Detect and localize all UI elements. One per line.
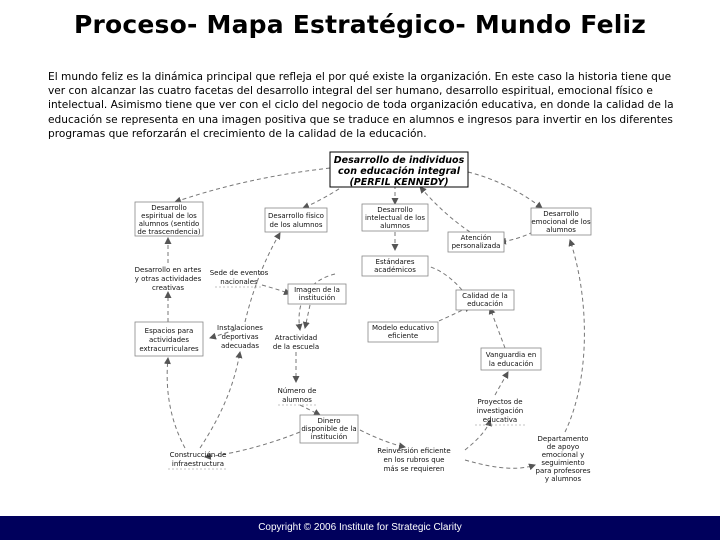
- node-dinero: [300, 415, 358, 443]
- node-departamento-line-3: emocional y: [541, 451, 585, 459]
- node-emocional-line-2: emocional de los: [531, 218, 591, 226]
- node-fisico: [265, 208, 327, 232]
- arrow-dinero-reinversion: [360, 430, 405, 447]
- node-proyectos-line-1: Proyectos de: [477, 398, 523, 406]
- node-instalaciones-line-2: deportivas: [221, 333, 259, 341]
- node-intelectual-line-3: alumnos: [380, 222, 410, 230]
- arrow-reinversion-departamento: [465, 460, 535, 468]
- node-calidad: [456, 290, 514, 310]
- node-espacios-line-2: actividades: [148, 336, 190, 344]
- node-atractividad: [273, 334, 319, 351]
- node-proyectos-line-2: investigación: [476, 407, 524, 415]
- node-departamento-line-5: para profesores: [535, 467, 591, 475]
- slide-title: Proceso- Mapa Estratégico- Mundo Feliz: [73, 10, 647, 39]
- node-fisico-line-2: de los alumnos: [269, 221, 323, 229]
- arrow-numero-dinero: [300, 405, 320, 415]
- node-imagen-line-2: institución: [298, 294, 336, 302]
- node-construccion-line-2: infraestructura: [171, 460, 225, 468]
- node-artes-line-3: creativas: [152, 284, 184, 292]
- node-espacios-line-3: extracurriculares: [139, 345, 199, 353]
- arrow-imagen-atractividad: [305, 305, 310, 328]
- node-estandares-line-2: académicos: [374, 266, 416, 274]
- node-numero-line-1: Número de: [277, 387, 317, 395]
- arrow-main-emocional: [468, 172, 542, 208]
- node-reinversion-line-3: más se requieren: [383, 465, 445, 473]
- node-dinero-line-1: Dinero: [317, 417, 341, 425]
- node-intelectual: [362, 204, 428, 231]
- node-departamento-line-2: de apoyo: [546, 443, 580, 451]
- node-dinero-line-3: institución: [310, 433, 348, 441]
- node-main-line-3: (PERFIL KENNEDY): [349, 177, 449, 188]
- arrow-construccion-espacios: [167, 358, 185, 448]
- node-reinversion-line-2: en los rubros que: [383, 456, 445, 464]
- node-artes-line-2: y otras actividades: [134, 275, 202, 283]
- node-emocional: [531, 208, 591, 235]
- node-estandares-line-1: Estándares: [375, 258, 415, 266]
- node-calidad-line-2: educación: [467, 300, 503, 308]
- node-atencion: [448, 232, 504, 252]
- node-instalaciones-line-3: adecuadas: [221, 342, 259, 350]
- node-estandares: [362, 256, 428, 276]
- node-espiritual-line-4: de trascendencia): [137, 228, 201, 236]
- node-artes-line-1: Desarrollo en artes: [134, 266, 202, 274]
- arrow-proyectos-vanguardia: [495, 372, 508, 395]
- arrow-construccion-instalaciones: [200, 352, 240, 448]
- node-reinversion-line-1: Reinversión eficiente: [377, 447, 451, 455]
- node-espiritual-line-1: Desarrollo: [151, 204, 187, 212]
- node-departamento-line-1: Departamento: [537, 435, 589, 443]
- node-atencion-line-1: Atención: [460, 234, 492, 242]
- node-numero: [278, 387, 317, 405]
- node-calidad-line-1: Calidad de la: [462, 292, 508, 300]
- footer-bar: [0, 516, 720, 540]
- node-emocional-line-1: Desarrollo: [543, 210, 579, 218]
- node-departamento-line-4: seguimiento: [541, 459, 585, 467]
- node-imagen: [288, 284, 346, 304]
- node-modelo-line-1: Modelo educativo: [372, 324, 434, 332]
- node-atractividad-line-2: de la escuela: [272, 343, 320, 351]
- node-instalaciones-line-1: Instalaciones: [217, 324, 263, 332]
- node-espiritual-line-2: espiritual de los: [141, 212, 197, 220]
- node-intelectual-line-2: intelectual de los: [364, 214, 426, 222]
- node-intelectual-line-1: Desarrollo: [377, 206, 413, 214]
- node-construccion: [168, 451, 228, 469]
- node-departamento: [536, 435, 591, 483]
- node-instalaciones: [217, 324, 263, 350]
- arrow-reinversion-proyectos: [465, 420, 490, 450]
- node-main-line-2: con educación integral: [338, 166, 460, 177]
- node-vanguardia-line-2: la educación: [488, 360, 534, 368]
- node-reinversion: [377, 447, 450, 473]
- node-proyectos: [475, 398, 525, 425]
- node-vanguardia: [481, 348, 541, 370]
- node-espiritual: [135, 202, 203, 236]
- node-atractividad-line-1: Atractividad: [274, 334, 318, 342]
- node-main: [330, 152, 468, 188]
- node-main-line-1: Desarrollo de individuos: [333, 155, 465, 166]
- node-atencion-line-2: personalizada: [451, 242, 501, 250]
- node-emocional-line-3: alumnos: [546, 226, 576, 234]
- intro-paragraph: El mundo feliz es la dinámica principal que refleja el por qué existe la organización. En este caso la historia tiene que ver con alcanzar las cuatro facetas del desarrollo integral del ser humano, desarrollo espiritual, emocional físico e intelectual. Asimismo tiene que ver con el ciclo del negocio de toda organización educativa, en donde la calidad de la educación se representa en una imagen positiva que se traduce en alumnos e ingresos para invertir en los diferentes programas que reforzarán el crecimiento de la calidad de la educación.: [48, 71, 674, 140]
- node-sede: [210, 269, 269, 287]
- node-sede-line-1: Sede de eventos: [209, 269, 269, 277]
- copyright-text: Copyright © 2006 Institute for Strategic Clarity: [258, 522, 462, 533]
- node-sede-line-2: nacionales: [220, 278, 258, 286]
- node-espacios-line-1: Espacios para: [144, 327, 194, 335]
- node-imagen-line-1: Imagen de la: [294, 286, 340, 294]
- arrow-departamento-emocional: [565, 240, 584, 432]
- arrow-main-espiritual: [175, 168, 330, 202]
- node-dinero-line-2: disponible de la: [301, 425, 357, 433]
- node-numero-line-2: alumnos: [282, 396, 312, 404]
- node-vanguardia-line-1: Vanguardia en: [485, 351, 537, 359]
- node-modelo: [368, 322, 438, 342]
- node-modelo-line-2: eficiente: [387, 332, 419, 340]
- node-espiritual-line-3: alumnos (sentido: [138, 220, 200, 228]
- arrow-vanguardia-calidad: [490, 308, 505, 348]
- node-construccion-line-1: Construcción de: [169, 451, 227, 459]
- node-proyectos-line-3: educativa: [482, 416, 518, 424]
- node-departamento-line-6: y alumnos: [544, 475, 582, 483]
- arrow-main-fisico: [303, 185, 345, 208]
- node-espacios: [135, 322, 203, 356]
- node-artes: [135, 266, 202, 292]
- arrow-sede-imagen: [262, 285, 290, 294]
- node-fisico-line-1: Desarrollo físico: [268, 212, 324, 220]
